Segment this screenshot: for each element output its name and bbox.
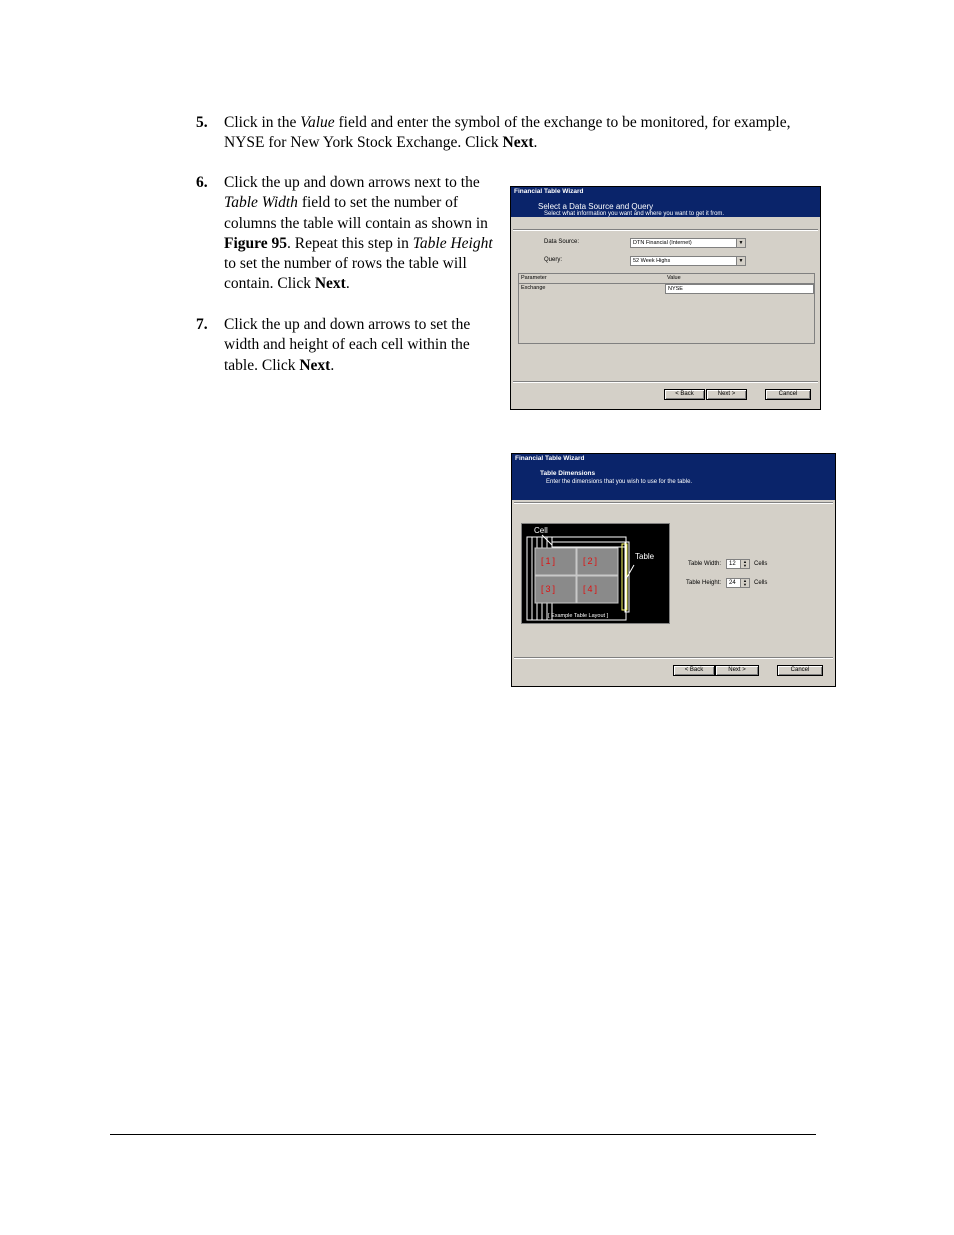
dialog-title-bar: Financial Table Wizard [511, 187, 820, 197]
step-text: Click the up and down arrows next to the Table Width field to set the number of columns the table will contain as shown in Figure 95. Repeat this step in Table Height to set the number of rows the table will contain. Click Next. [224, 174, 493, 293]
parameter-grid[interactable] [518, 273, 815, 344]
dialog-header [512, 464, 835, 500]
diagram-graphic [522, 524, 669, 623]
step-text: Click the up and down arrows to set the width and height of each cell within the table. Click Next. [224, 316, 471, 374]
grid-row[interactable] [519, 284, 814, 293]
cell-label: Cell [534, 526, 548, 535]
step-number: 7. [196, 316, 208, 333]
step-number: 6. [196, 174, 208, 191]
query-combo[interactable]: 52 Week Highs ▼ [630, 256, 746, 266]
column-header-value[interactable]: Value [667, 275, 681, 281]
step-number: 5. [196, 114, 208, 131]
data-source-label: Data Source: [544, 239, 580, 245]
cell-3: [3] [541, 584, 558, 594]
table-width-spinner[interactable]: 12 ▲ ▼ [726, 559, 750, 569]
cell-1: [1] [541, 556, 558, 566]
table-dimensions-dialog [511, 453, 836, 687]
header-divider [513, 229, 818, 231]
footer-divider [513, 381, 818, 383]
diagram-caption: [ Example Table Layout ] [548, 613, 609, 619]
header-title: Table Dimensions [540, 470, 596, 477]
table-height-unit: Cells [754, 580, 768, 586]
table-height-spinner[interactable]: 24 ▲ ▼ [726, 578, 750, 588]
table-width-unit: Cells [754, 561, 768, 567]
query-label: Query: [544, 257, 563, 263]
up-down-arrows-icon[interactable]: ▲ ▼ [740, 579, 749, 587]
cancel-button[interactable]: Cancel [777, 665, 823, 676]
next-button[interactable]: Next > [706, 389, 747, 400]
grid-header-row [519, 274, 814, 284]
table-label: Table [635, 552, 655, 561]
data-source-dialog [510, 186, 821, 410]
table-layout-diagram [521, 523, 670, 624]
footer-divider [514, 657, 833, 659]
step-text: Click in the Value field and enter the symbol of the exchange to be monitored, for example, NYSE for New York Stock Exchange. Click Next. [224, 114, 791, 152]
column-header-parameter[interactable]: Parameter [521, 275, 547, 281]
header-subtitle: Enter the dimensions that you wish to use for the table. [546, 479, 693, 485]
header-title: Select a Data Source and Query [538, 202, 654, 211]
back-button[interactable]: < Back [673, 665, 715, 676]
header-divider [514, 502, 833, 504]
cell-2: [2] [583, 556, 600, 566]
value-input[interactable]: NYSE [665, 284, 814, 294]
footer-rule [110, 1134, 816, 1135]
dropdown-arrow-icon[interactable]: ▼ [736, 257, 745, 265]
cell-4: [4] [583, 584, 600, 594]
cancel-button[interactable]: Cancel [765, 389, 811, 400]
dialog-title-bar: Financial Table Wizard [512, 454, 835, 464]
header-subtitle: Select what information you want and where you want to get it from. [544, 211, 725, 217]
parameter-cell: Exchange [521, 285, 546, 291]
dropdown-arrow-icon[interactable]: ▼ [736, 239, 745, 247]
dialog-header [511, 197, 820, 217]
table-height-label: Table Height: [686, 580, 722, 586]
table-width-label: Table Width: [688, 561, 722, 567]
back-button[interactable]: < Back [664, 389, 705, 400]
up-down-arrows-icon[interactable]: ▲ ▼ [740, 560, 749, 568]
next-button[interactable]: Next > [715, 665, 759, 676]
data-source-combo[interactable]: DTN Financial (Internet) ▼ [630, 238, 746, 248]
